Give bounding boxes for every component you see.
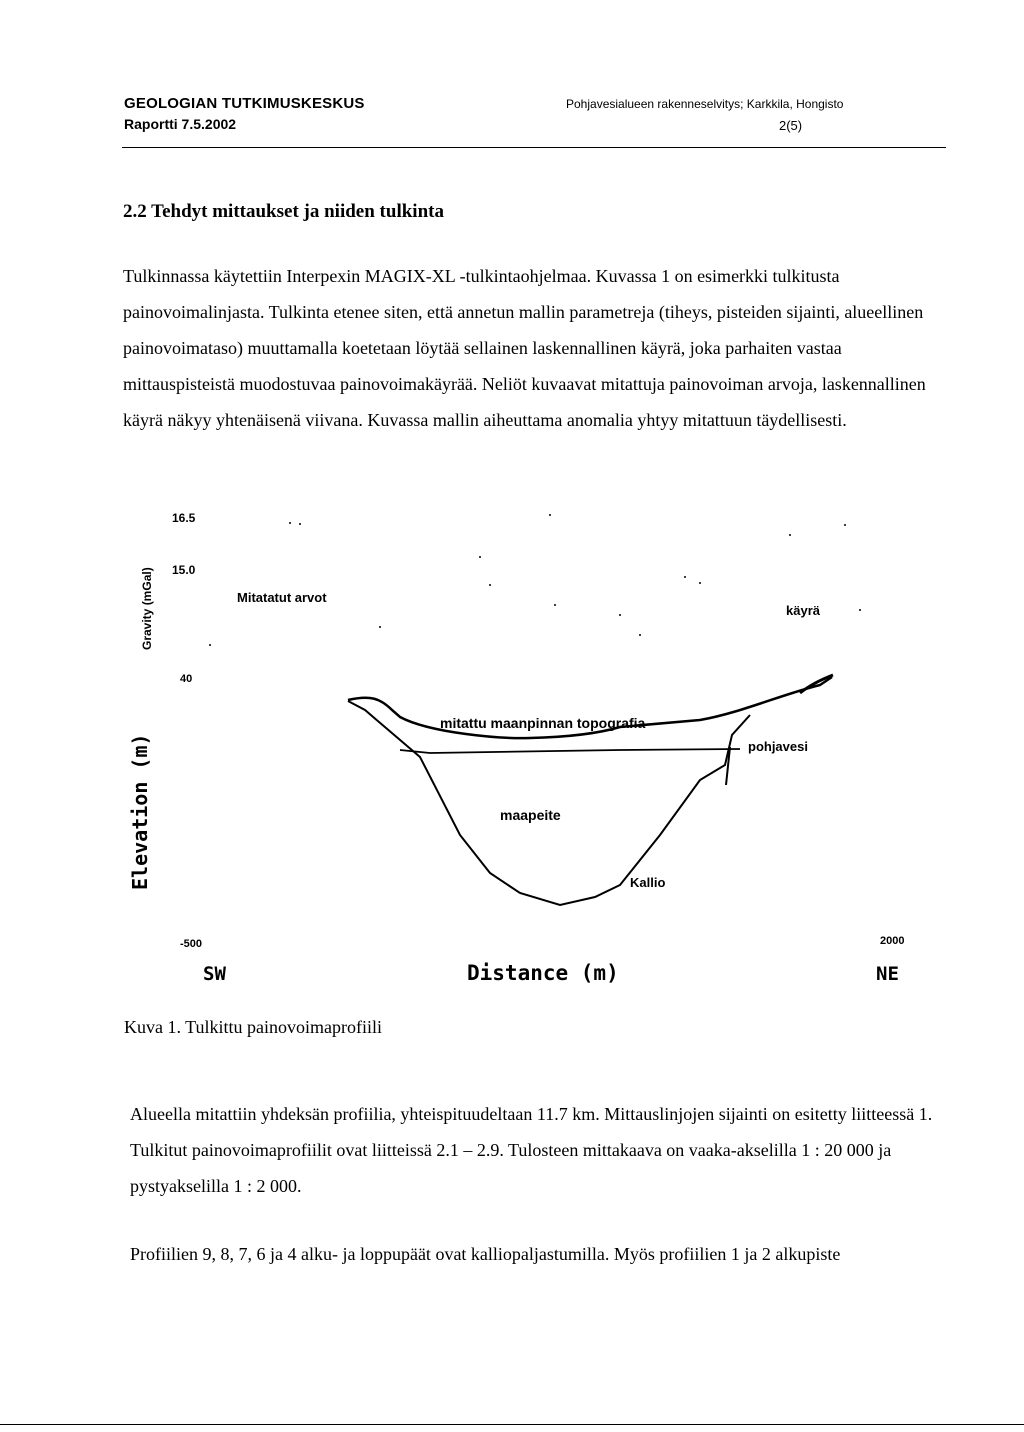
gravity-tick-mid: 15.0	[172, 563, 196, 577]
elevation-tick-top: 40	[180, 673, 193, 685]
report-date: Raportti 7.5.2002	[124, 116, 237, 132]
measurement-dots	[209, 514, 861, 646]
organization-name: GEOLOGIAN TUTKIMUSKESKUS	[124, 95, 365, 112]
paragraph-profiles: Alueella mitattiin yhdeksän profiilia, yhteispituudeltaan 11.7 km. Mittauslinjojen sijainti on esitetty liitteessä 1. Tulkitut painovoimaprofiilit ovat liitteissä 2.1 – 2.9. Tulosteen mittakaava on vaaka-akselilla 1 : 20 000 ja pystyakselilla 1 : 2 000.	[130, 1104, 933, 1196]
groundwater-line	[400, 749, 740, 753]
soil-cover-label: maapeite	[500, 807, 561, 823]
x-axis-title: Distance (m)	[467, 961, 619, 985]
gravity-profile-figure	[100, 495, 940, 1005]
gravity-axis-label: Gravity (mGal)	[140, 567, 154, 650]
calculated-curve-label: käyrä	[786, 603, 820, 618]
gravity-tick-top: 16.5	[172, 511, 196, 525]
x-tick-left: -500	[180, 938, 203, 950]
bedrock-surface	[348, 701, 750, 905]
curve-tail	[800, 675, 833, 693]
paragraph-endpoints: Profiilien 9, 8, 7, 6 ja 4 alku- ja loppupäät ovat kalliopaljastumilla. Myös profiilien 1 ja 2 alkupiste	[130, 1244, 841, 1264]
x-axis-left-label: SW	[203, 963, 226, 985]
header-divider	[122, 147, 946, 148]
bedrock-label: Kallio	[630, 875, 666, 890]
x-axis-right-label: NE	[876, 963, 899, 985]
figure-caption: Kuva 1. Tulkittu painovoimaprofiili	[124, 1017, 383, 1037]
page-number: 2(5)	[779, 118, 803, 133]
page-bottom-edge	[0, 1424, 1024, 1425]
profile-drawing	[100, 495, 940, 1005]
x-tick-right: 2000	[880, 935, 905, 947]
elevation-axis-label: Elevation (m)	[128, 733, 152, 890]
document-title: Pohjavesialueen rakenneselvitys; Karkkila, Hongisto	[566, 97, 844, 111]
groundwater-label: pohjavesi	[748, 739, 808, 754]
topography-label: mitattu maanpinnan topografia	[440, 715, 646, 731]
section-title: 2.2 Tehdyt mittaukset ja niiden tulkinta	[123, 201, 444, 222]
measured-values-label: Mitatatut arvot	[237, 590, 327, 605]
paragraph-interpretation: Tulkinnassa käytettiin Interpexin MAGIX-XL -tulkintaohjelmaa. Kuvassa 1 on esimerkki tulkitusta painovoimalinjasta. Tulkinta etenee siten, että annetun mallin parametreja (tiheys, pisteiden sijainti, alueellinen painovoimataso) muuttamalla koetetaan löytää sellainen laskennallinen käyrä, joka parhaiten vastaa mittauspisteistä muodostuvaa painovoimakäyrää. Neliöt kuvaavat mitattuja painovoiman arvoja, laskennallinen käyrä näkyy yhtenäisenä viivana. Kuvassa mallin aiheuttama anomalia yhtyy mitattuun täydellisesti.	[123, 266, 926, 430]
